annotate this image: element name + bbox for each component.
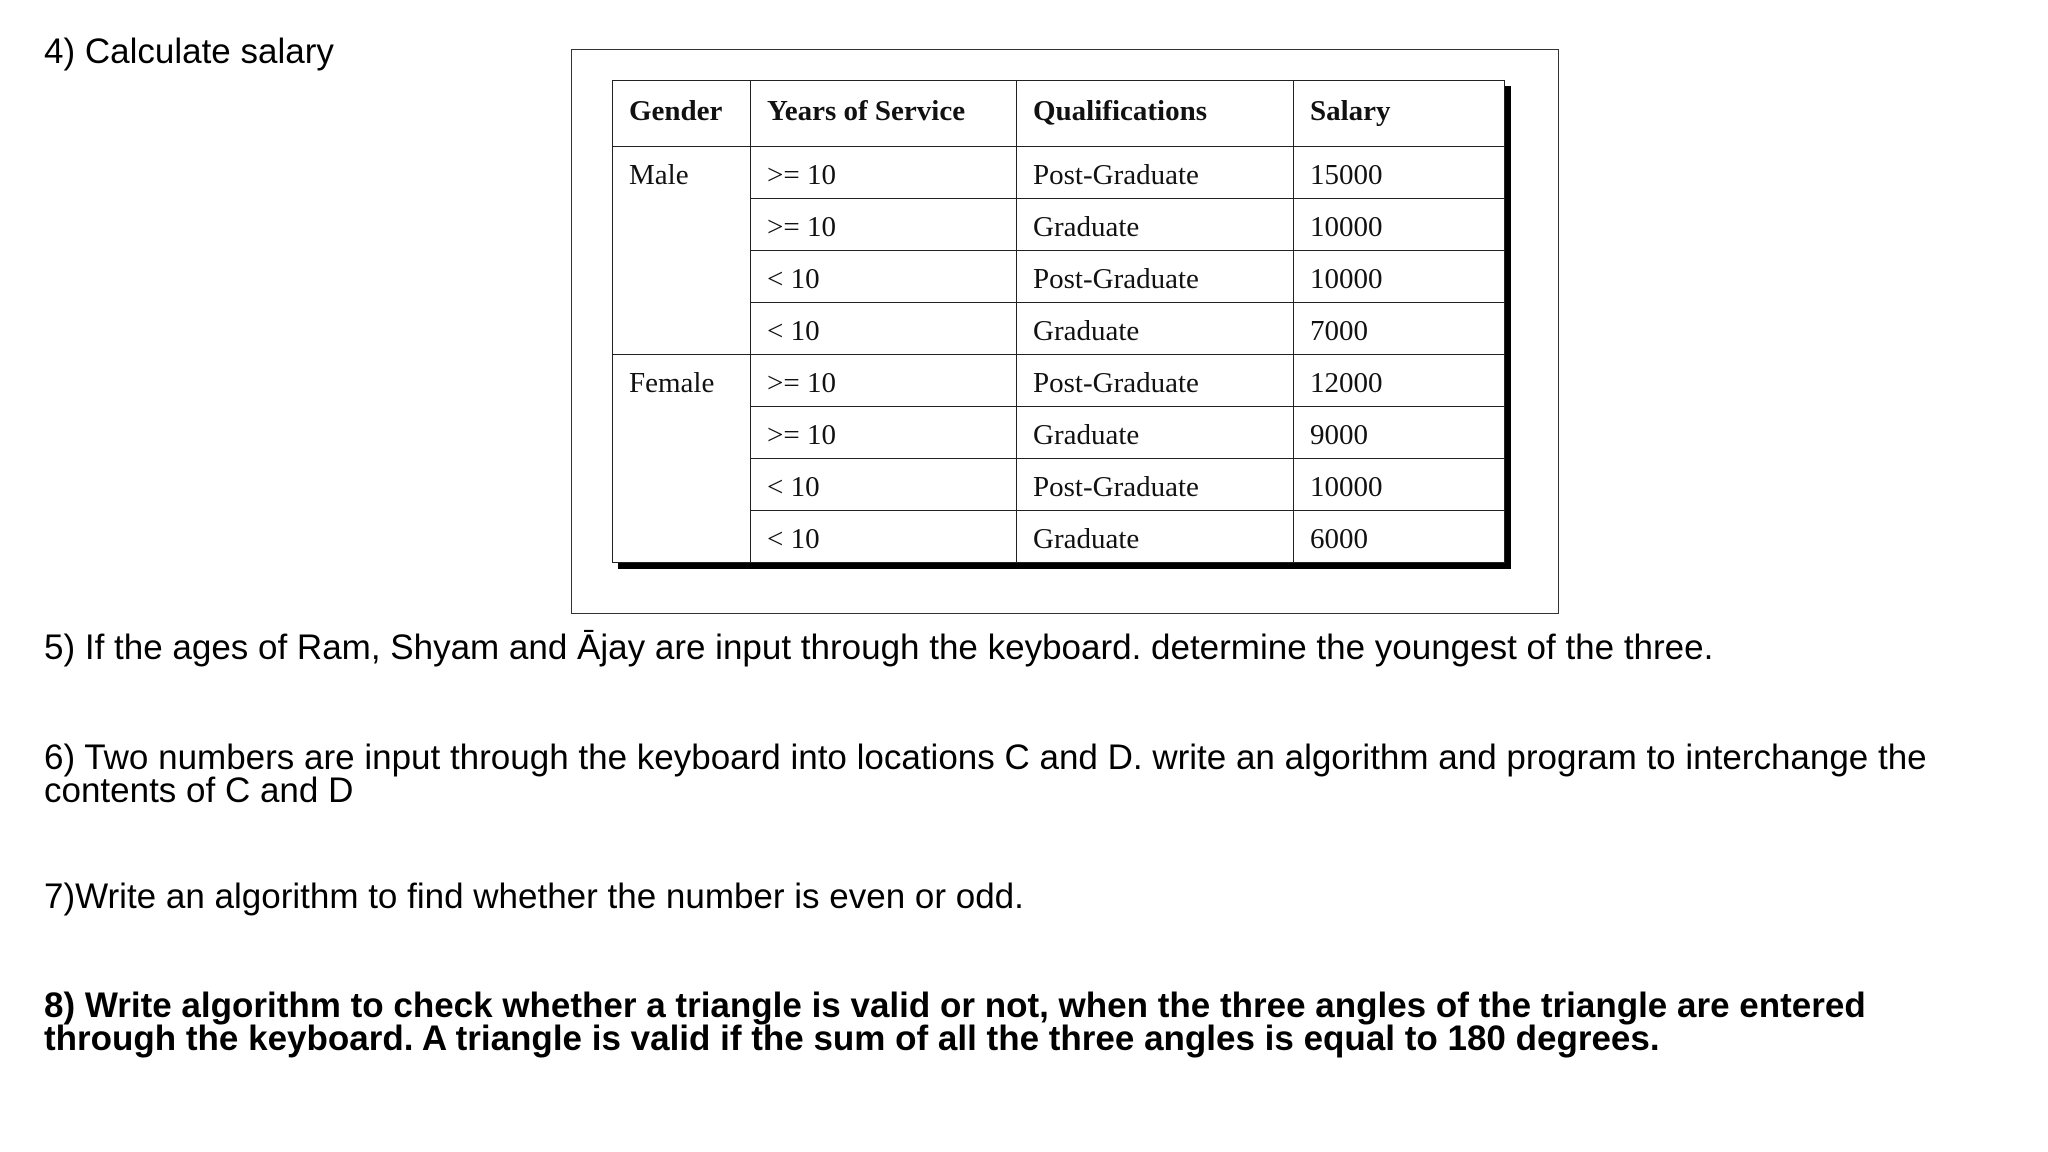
question-4: 4) Calculate salary [44,32,334,71]
question-8: 8) Write algorithm to check whether a triangle is valid or not, when the three angles of the triangle are entered through the keyboard. A triangle is valid if the sum of all the three angles is equal to 180 degrees. [44,986,1866,1058]
salary-cell: 15000 [1294,147,1505,199]
salary-cell: 10000 [1294,459,1505,511]
table-row [613,147,1505,199]
salary-cell: 9000 [1294,407,1505,459]
header-gender: Gender [613,81,751,147]
header-years-of-service: Years of Service [751,81,1017,147]
salary-cell: 12000 [1294,355,1505,407]
years-cell: < 10 [751,459,1017,511]
years-cell: < 10 [751,251,1017,303]
gender-cell-male: Male [613,147,751,355]
years-cell: >= 10 [751,407,1017,459]
qualification-cell: Post-Graduate [1017,251,1294,303]
salary-cell: 10000 [1294,251,1505,303]
years-cell: >= 10 [751,199,1017,251]
table-row [613,355,1505,407]
table-header-row [613,81,1505,147]
years-cell: < 10 [751,511,1017,563]
salary-cell: 6000 [1294,511,1505,563]
salary-cell: 7000 [1294,303,1505,355]
header-qualifications: Qualifications [1017,81,1294,147]
qualification-cell: Post-Graduate [1017,459,1294,511]
salary-table-frame [571,49,1559,614]
qualification-cell: Graduate [1017,511,1294,563]
question-6: 6) Two numbers are input through the keyboard into locations C and D. write an algorithm and program to interchange the contents of C and D [44,738,1927,810]
header-salary: Salary [1294,81,1505,147]
years-cell: < 10 [751,303,1017,355]
qualification-cell: Post-Graduate [1017,355,1294,407]
qualification-cell: Graduate [1017,303,1294,355]
qualification-cell: Graduate [1017,407,1294,459]
gender-cell-female: Female [613,355,751,563]
question-7: 7)Write an algorithm to find whether the number is even or odd. [44,877,1024,916]
salary-table [612,80,1505,563]
question-5: 5) If the ages of Ram, Shyam and Ājay are input through the keyboard. determine the youngest of the three. [44,628,1714,667]
qualification-cell: Post-Graduate [1017,147,1294,199]
salary-cell: 10000 [1294,199,1505,251]
years-cell: >= 10 [751,355,1017,407]
qualification-cell: Graduate [1017,199,1294,251]
years-cell: >= 10 [751,147,1017,199]
